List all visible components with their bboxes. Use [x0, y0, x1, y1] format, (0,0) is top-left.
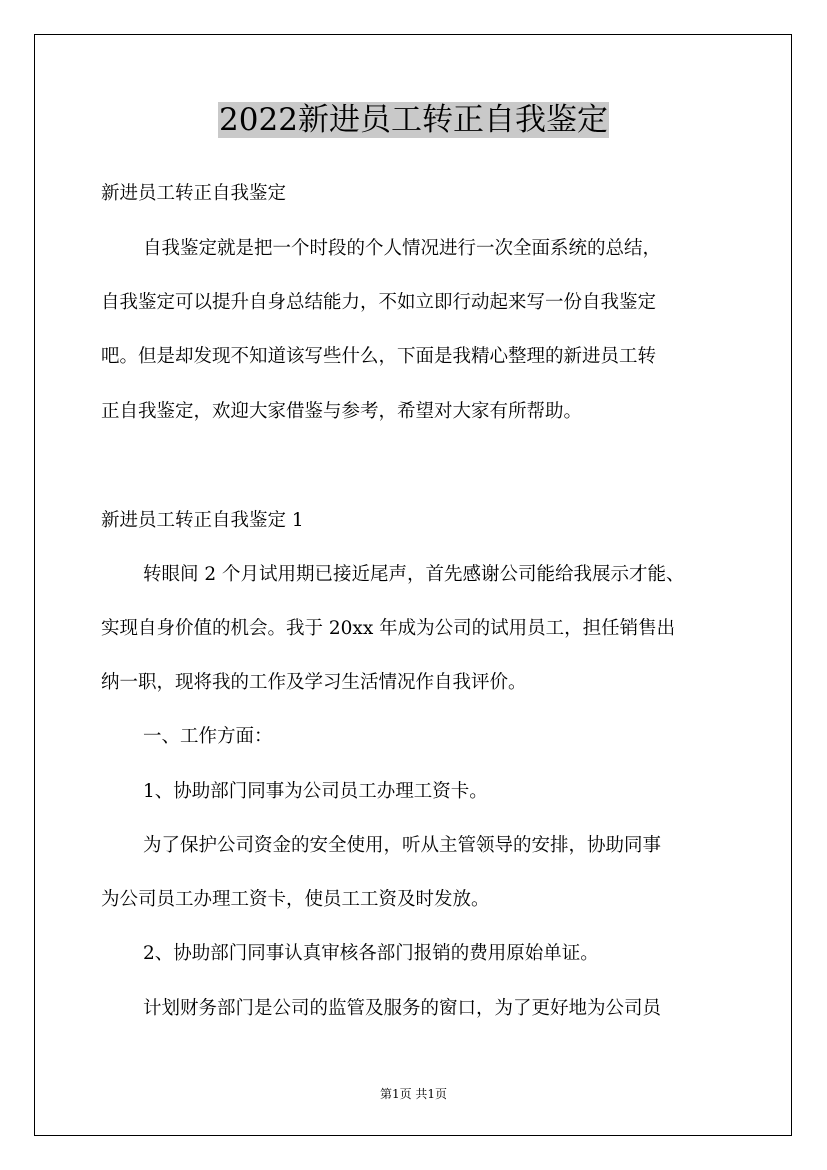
paragraph-line: 自我鉴定就是把一个时段的个人情况进行一次全面系统的总结， [143, 238, 662, 259]
paragraph-line: 正自我鉴定，欢迎大家借鉴与参考，希望对大家有所帮助。 [101, 401, 583, 422]
document-title-text: 2022新进员工转正自我鉴定 [219, 102, 608, 138]
paragraph-line: 实现自身价值的机会。我于 20xx 年成为公司的试用员工，担任销售出 [101, 618, 676, 639]
paragraph-line: 为公司员工办理工资卡，使员工工资及时发放。 [101, 889, 490, 910]
document-title [0, 98, 827, 142]
paragraph-line: 吧。但是却发现不知道该写些什么，下面是我精心整理的新进员工转 [101, 346, 657, 367]
list-item: 1、协助部门同事为公司员工办理工资卡。 [143, 781, 488, 802]
page-footer: 第1页 共1页 [379, 1087, 448, 1101]
section-heading: 新进员工转正自我鉴定 [101, 183, 287, 204]
paragraph-line: 纳一职，现将我的工作及学习生活情况作自我评价。 [101, 672, 527, 693]
section-heading: 新进员工转正自我鉴定 1 [101, 510, 304, 531]
paragraph-line: 为了保护公司资金的安全使用，听从主管领导的安排，协助同事 [143, 835, 662, 856]
paragraph-line: 转眼间 2 个月试用期已接近尾声，首先感谢公司能给我展示才能、 [143, 564, 685, 585]
paragraph-line: 计划财务部门是公司的监管及服务的窗口，为了更好地为公司员 [143, 998, 662, 1019]
subheading: 一、工作方面： [143, 726, 273, 747]
list-item: 2、协助部门同事认真审核各部门报销的费用原始单证。 [143, 943, 599, 964]
paragraph-line: 自我鉴定可以提升自身总结能力，不如立即行动起来写一份自我鉴定 [101, 292, 657, 313]
